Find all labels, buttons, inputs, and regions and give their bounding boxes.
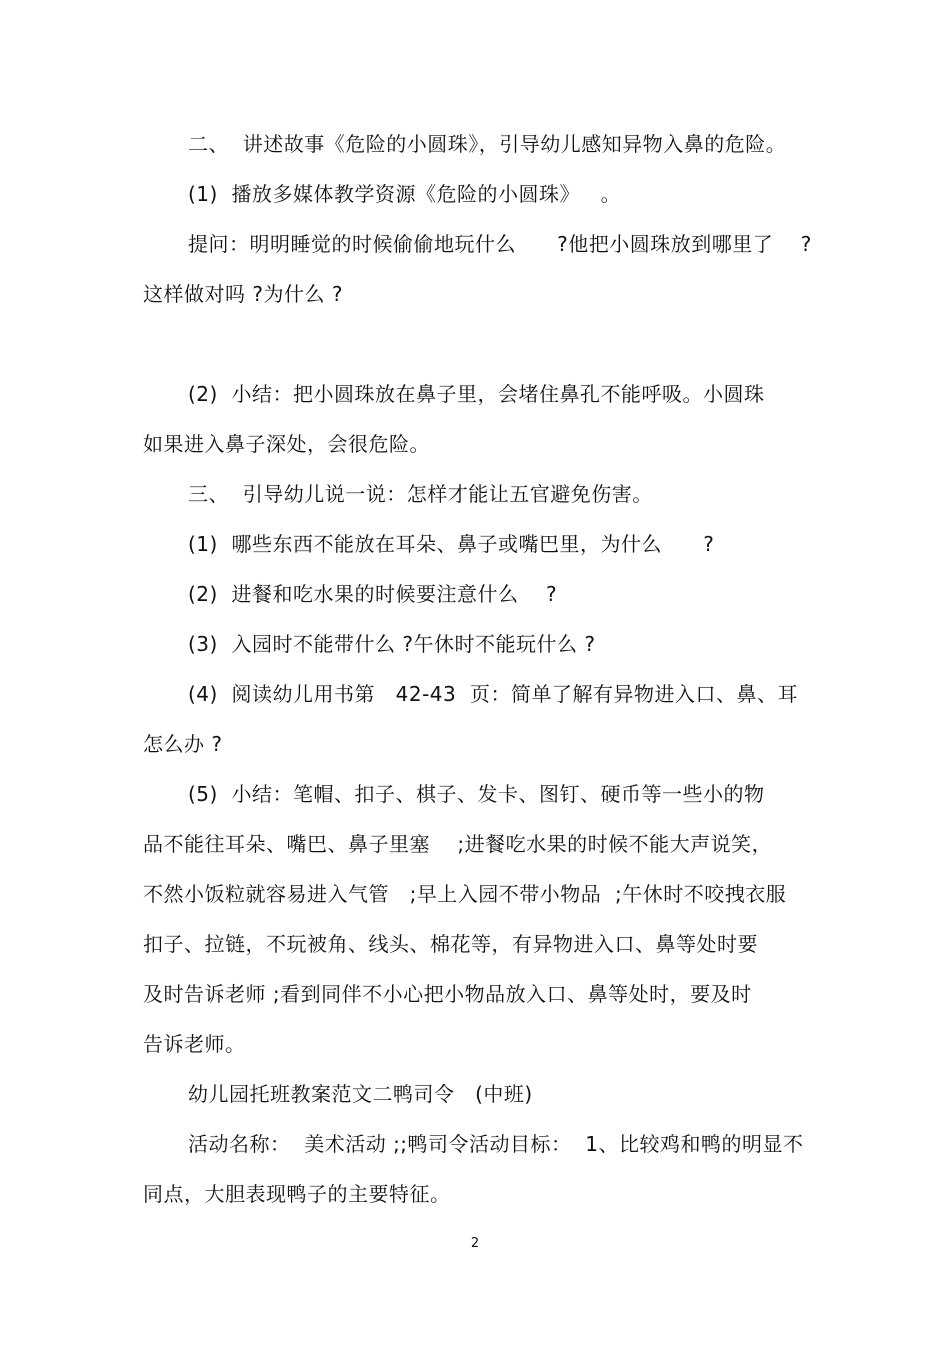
page-number: 2 <box>470 1236 480 1251</box>
paragraph-line: (5) 小结：笔帽、扣子、棋子、发卡、图钉、硬币等一些小的物 <box>188 782 765 806</box>
paragraph-line: 品不能往耳朵、嘴巴、鼻子里塞 ;进餐吃水果的时候不能大声说笑， <box>143 832 773 856</box>
paragraph-line: (4) 阅读幼儿用书第 42-43 页：简单了解有异物进入口、鼻、耳 <box>188 682 798 706</box>
paragraph-line: 及时告诉老师 ;看到同伴不小心把小物品放入口、鼻等处时，要及时 <box>143 982 752 1006</box>
paragraph-line: (3) 入园时不能带什么 ?午休时不能玩什么 ? <box>188 632 596 656</box>
paragraph-line: 如果进入鼻子深处，会很危险。 <box>143 432 430 456</box>
paragraph-line: (2) 小结：把小圆珠放在鼻子里，会堵住鼻孔不能呼吸。小圆珠 <box>188 382 765 406</box>
paragraph-line: 扣子、拉链，不玩被角、线头、棉花等，有异物进入口、鼻等处时要 <box>143 932 758 956</box>
paragraph-line: (1) 播放多媒体教学资源《危险的小圆珠》 。 <box>188 182 622 206</box>
paragraph-line: 同点，大胆表现鸭子的主要特征。 <box>143 1182 451 1206</box>
paragraph-line: 怎么办 ? <box>143 732 223 756</box>
paragraph-line: 这样做对吗 ?为什么 ? <box>143 282 343 306</box>
section-three-heading: 三、 引导幼儿说一说：怎样才能让五官避免伤害。 <box>188 482 653 506</box>
section-two-heading: 二、 讲述故事《危险的小圆珠》，引导幼儿感知异物入鼻的危险。 <box>188 132 787 156</box>
paragraph-line: 提问：明明睡觉的时候偷偷地玩什么 ?他把小圆珠放到哪里了 ? <box>188 232 812 256</box>
paragraph-line: (1) 哪些东西不能放在耳朵、鼻子或嘴巴里，为什么 ? <box>188 532 715 556</box>
lesson-title: 幼儿园托班教案范文二鸭司令 (中班) <box>188 1082 533 1106</box>
paragraph-line: 不然小饭粒就容易进入气管 ;早上入园不带小物品 ;午休时不咬拽衣服 <box>143 882 787 906</box>
paragraph-line: (2) 进餐和吃水果的时候要注意什么 ? <box>188 582 558 606</box>
paragraph-line: 活动名称： 美术活动 ;;鸭司令活动目标： 1、比较鸡和鸭的明显不 <box>188 1132 804 1156</box>
paragraph-line: 告诉老师。 <box>143 1032 246 1056</box>
